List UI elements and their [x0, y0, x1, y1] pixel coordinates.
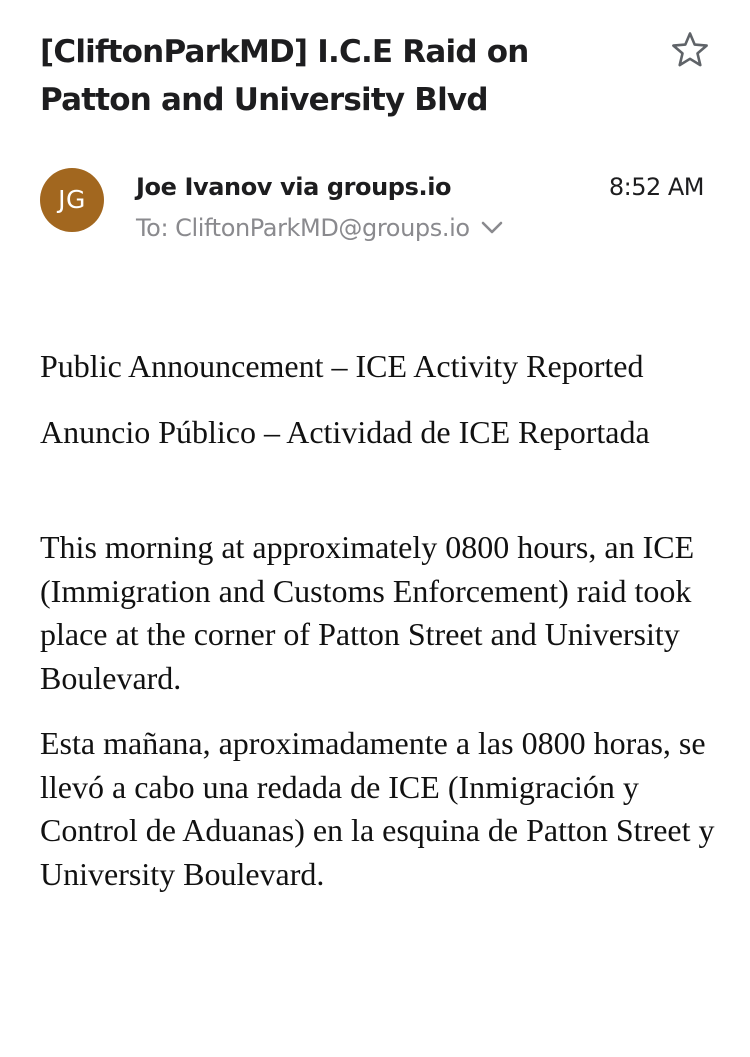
- to-label: To:: [136, 214, 169, 242]
- email-subject: [CliftonParkMD] I.C.E Raid on Patton and University Blvd: [40, 34, 529, 118]
- recipient-address: CliftonParkMD@groups.io: [175, 214, 470, 242]
- star-outline-icon: [670, 30, 710, 70]
- announcement-paragraph-english: This morning at approximately 0800 hours, an ICE (Immigration and Customs Enforcement) raid took place at the corner of Patton Street and University Boulevard.: [40, 529, 695, 696]
- email-body: [40, 345, 720, 896]
- announcement-heading-english: Public Announcement – ICE Activity Reported: [40, 348, 644, 384]
- recipients-toggle[interactable]: [136, 210, 504, 246]
- announcement-heading-spanish: Anuncio Público – Actividad de ICE Reportada: [40, 413, 650, 450]
- email-timestamp: 8:52 AM: [608, 173, 704, 201]
- subject-header: [40, 28, 710, 128]
- chevron-down-icon[interactable]: [480, 216, 504, 240]
- sender-avatar[interactable]: JG: [40, 168, 104, 232]
- announcement-paragraph-spanish: Esta mañana, aproximadamente a las 0800 horas, se llevó a cabo una redada de ICE (Inmigración y Control de Aduanas) en la esquina de Patton Street y University Boulevard.: [40, 725, 715, 892]
- star-button[interactable]: [670, 30, 710, 70]
- sender-name[interactable]: Joe Ivanov via groups.io: [136, 173, 452, 201]
